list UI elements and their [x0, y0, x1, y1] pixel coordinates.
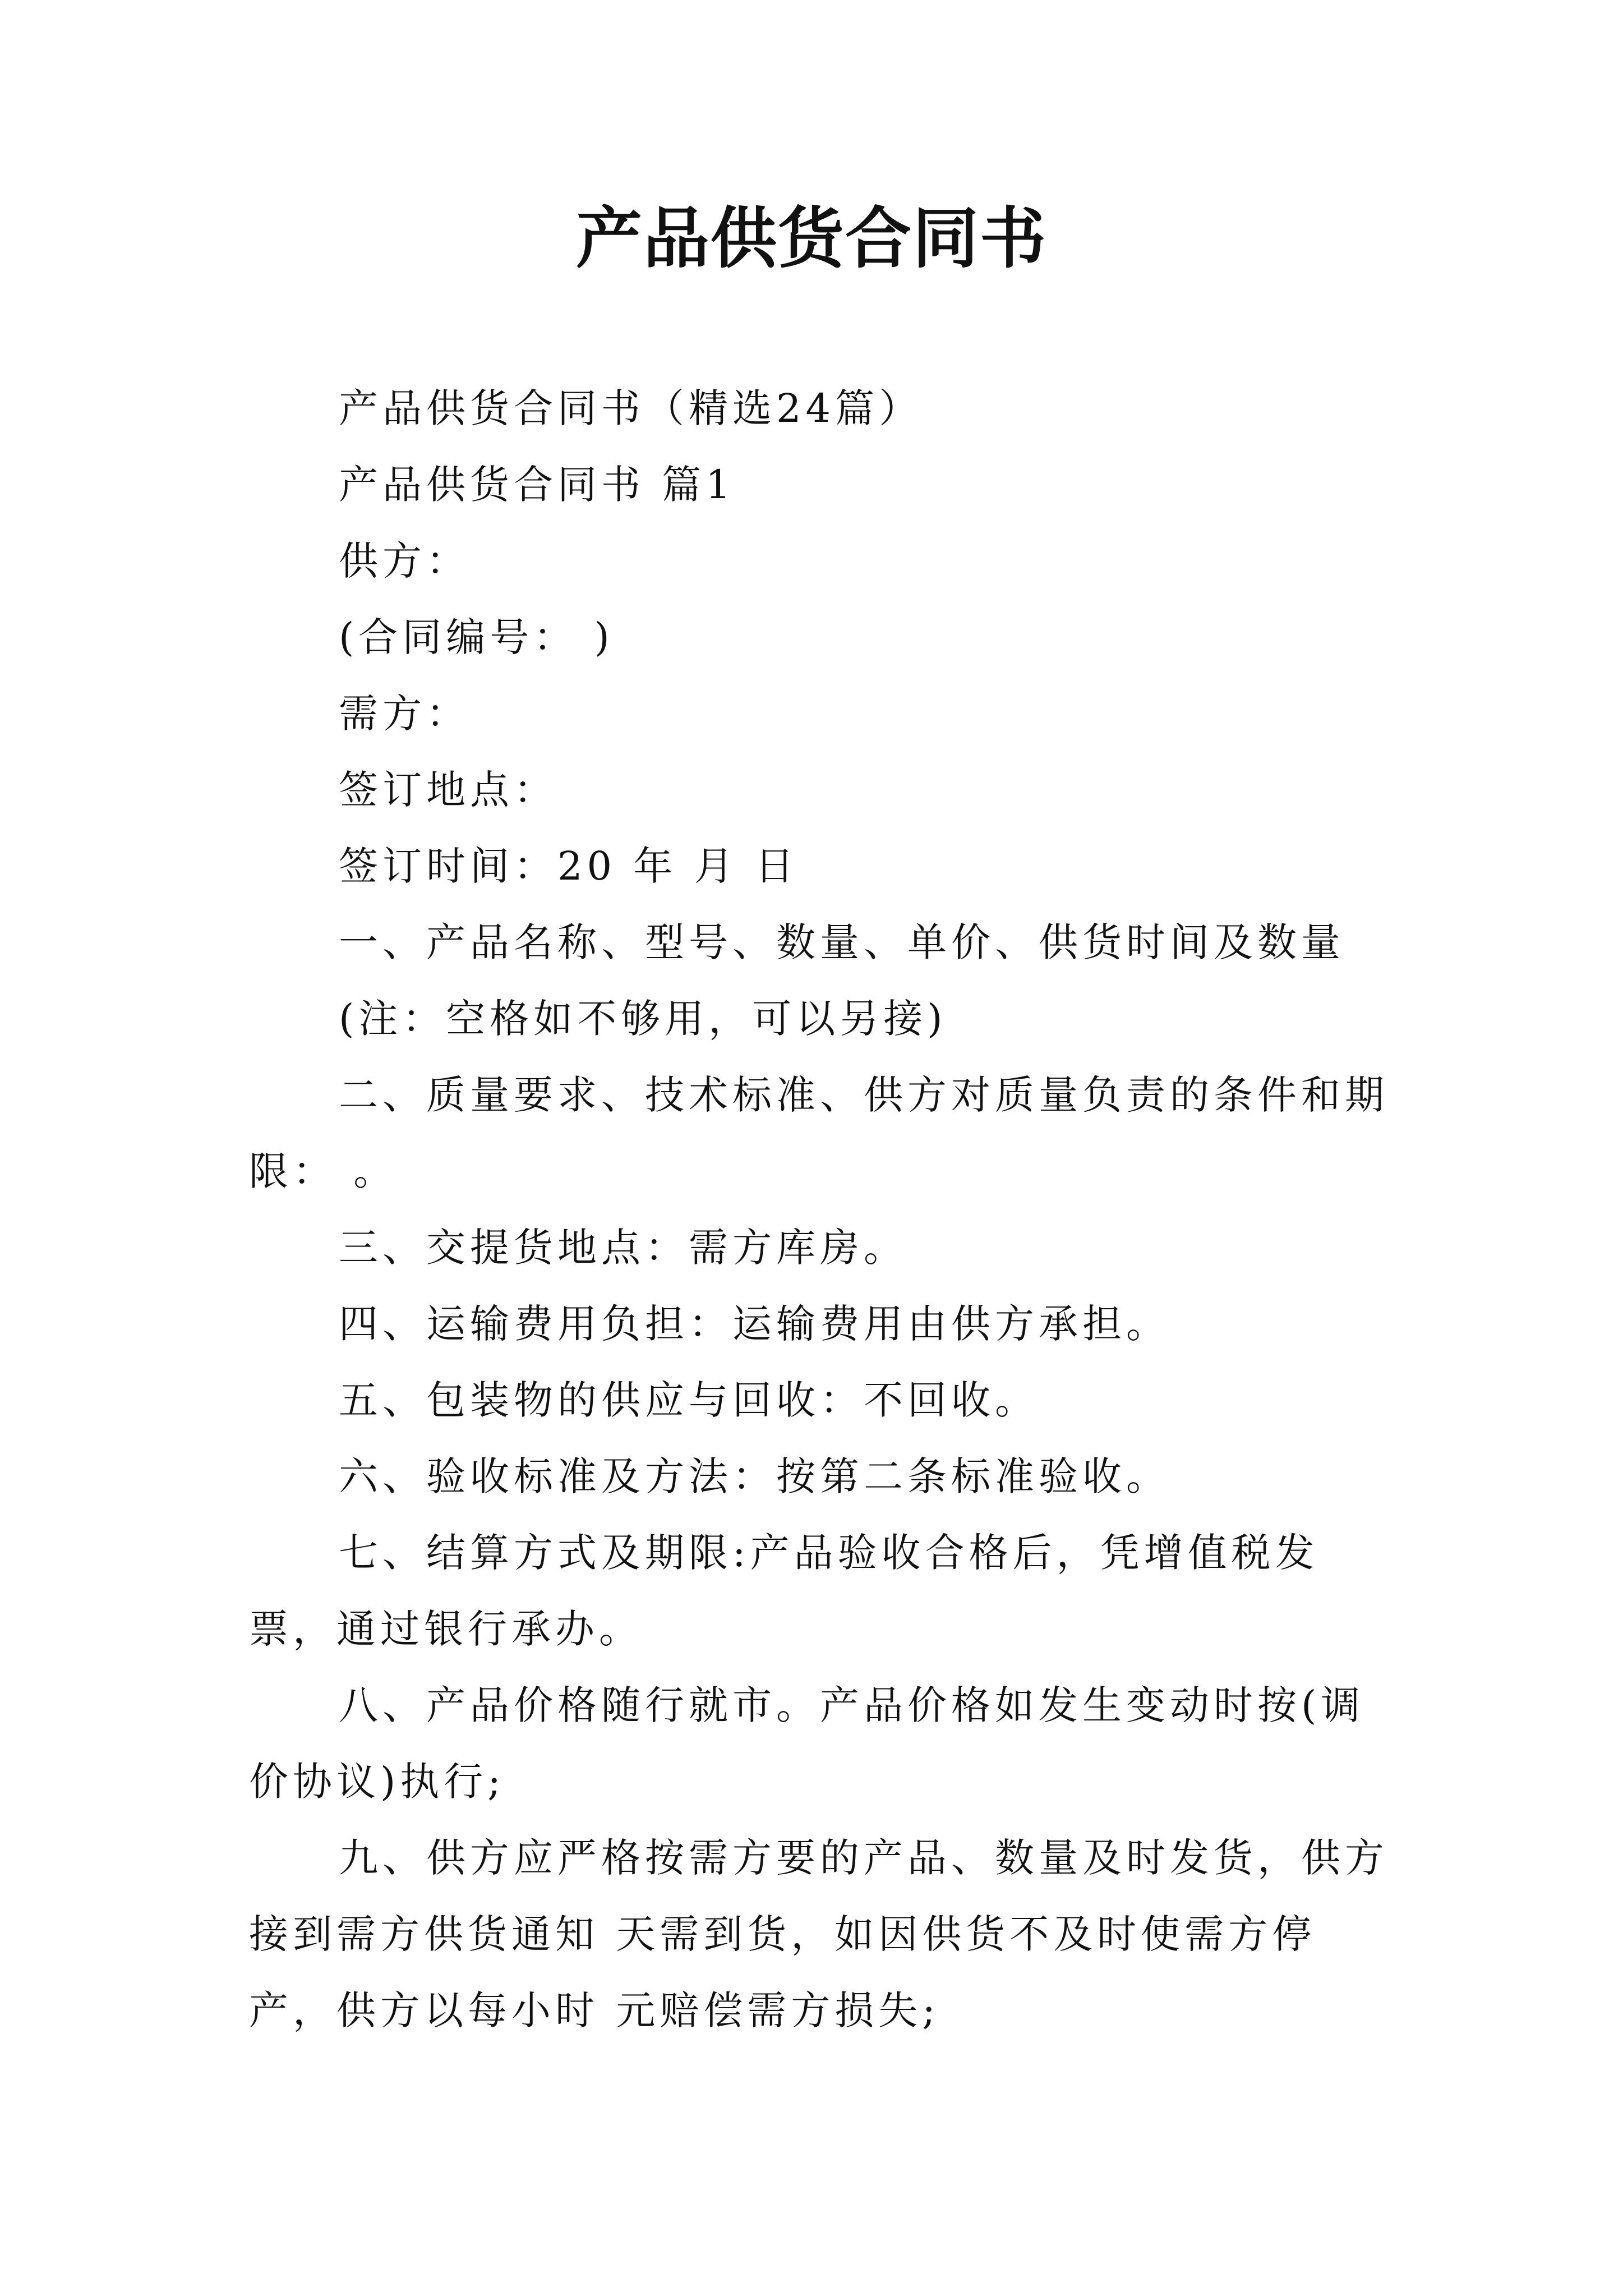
paragraph: 产品供货合同书 篇1: [339, 462, 735, 508]
paragraph: 五、包装物的供应与回收：不回收。: [339, 1377, 1039, 1423]
paragraph: (注：空格如不够用，可以另接): [339, 996, 947, 1042]
paragraph: 七、结算方式及期限:产品验收合格后，凭增值税发票，通过银行承办。: [249, 1530, 1319, 1652]
document-body: [249, 370, 1393, 2049]
paragraph: 一、产品名称、型号、数量、单价、供货时间及数量: [339, 919, 1345, 965]
paragraph: (合同编号： ): [339, 614, 614, 660]
paragraph: 三、交提货地点：需方库房。: [339, 1225, 907, 1271]
paragraph: 二、质量要求、技术标准、供方对质量负责的条件和期限： 。: [249, 1072, 1389, 1194]
paragraph: 需方：: [339, 691, 470, 737]
document-title: 产品供货合同书: [575, 199, 1047, 277]
paragraph: 供方：: [339, 538, 470, 584]
paragraph: 九、供方应严格按需方要的产品、数量及时发货，供方接到需方供货通知 天需到货，如因供货不及时使需方停产，供方以每小时 元赔偿需方损失;: [249, 1835, 1389, 2033]
paragraph: 八、产品价格随行就市。产品价格如发生变动时按(调价协议)执行;: [249, 1682, 1365, 1805]
paragraph: 六、验收标准及方法：按第二条标准验收。: [339, 1453, 1170, 1499]
paragraph: 签订地点：: [339, 767, 557, 813]
paragraph: 产品供货合同书（精选24篇）: [339, 385, 923, 431]
paragraph: 四、运输费用负担：运输费用由供方承担。: [339, 1301, 1170, 1347]
paragraph: 签订时间：20 年 月 日: [339, 843, 799, 889]
